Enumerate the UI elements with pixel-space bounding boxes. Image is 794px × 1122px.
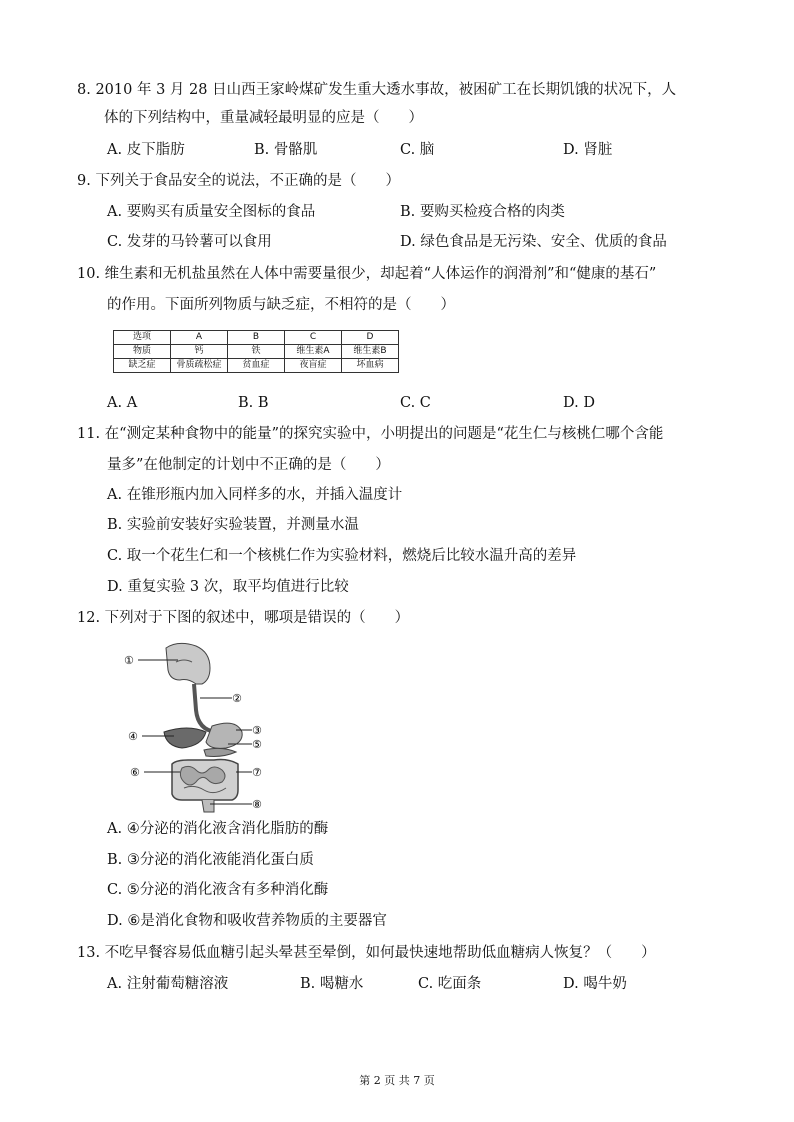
table-cell: B xyxy=(228,331,285,345)
q11-stem-line1: 11. 在“测定某种食物中的能量”的探究实验中，小明提出的问题是“花生仁与核桃仁哪个含能 xyxy=(77,426,664,442)
q8-option-a: A. 皮下脂肪 xyxy=(107,142,185,158)
diagram-label-4: ④ xyxy=(128,730,138,743)
q13-option-c: C. 吃面条 xyxy=(418,976,482,992)
q9-option-c: C. 发芽的马铃薯可以食用 xyxy=(107,234,272,250)
diagram-label-3: ③ xyxy=(252,724,262,737)
page-footer: 第 2 页 共 7 页 xyxy=(359,1074,435,1087)
q9-option-d: D. 绿色食品是无污染、安全、优质的食品 xyxy=(400,234,667,250)
diagram-label-8: ⑧ xyxy=(252,798,262,811)
q11-option-d: D. 重复实验 3 次，取平均值进行比较 xyxy=(107,579,349,595)
q11-option-a: A. 在锥形瓶内加入同样多的水，并插入温度计 xyxy=(107,487,403,503)
q8-option-b: B. 骨骼肌 xyxy=(254,142,318,158)
q11-stem-line2: 量多”在他制定的计划中不正确的是（ ） xyxy=(107,457,390,473)
stomach-shape xyxy=(206,723,242,748)
pancreas-shape xyxy=(204,748,236,756)
diagram-label-6: ⑥ xyxy=(130,766,140,779)
table-cell: 物质 xyxy=(114,345,171,359)
table-cell: 铁 xyxy=(228,345,285,359)
q12-option-b: B. ③分泌的消化液能消化蛋白质 xyxy=(107,852,314,868)
q11-option-b: B. 实验前安装好实验装置，并测量水温 xyxy=(107,517,359,533)
q10-option-d: D. D xyxy=(563,395,595,411)
q10-table xyxy=(113,330,399,373)
table-cell: 选项 xyxy=(114,331,171,345)
liver-shape xyxy=(164,728,206,748)
diagram-label-7: ⑦ xyxy=(252,766,262,779)
table-cell: 缺乏症 xyxy=(114,359,171,373)
table-cell: 维生素B xyxy=(342,345,399,359)
q10-stem-line1: 10. 维生素和无机盐虽然在人体中需要量很少，却起着“人体运作的润滑剂”和“健康的基石” xyxy=(77,266,657,282)
q9-option-a: A. 要购买有质量安全图标的食品 xyxy=(107,204,316,220)
q13-option-b: B. 喝糖水 xyxy=(300,976,364,992)
table-cell: 钙 xyxy=(171,345,228,359)
table-cell: 贫血症 xyxy=(228,359,285,373)
table-cell: C xyxy=(285,331,342,345)
table-cell: 夜盲症 xyxy=(285,359,342,373)
q9-stem: 9. 下列关于食品安全的说法，不正确的是（ ） xyxy=(77,173,400,189)
rectum-shape xyxy=(202,800,214,812)
q8-option-c: C. 脑 xyxy=(400,142,435,158)
q12-option-a: A. ④分泌的消化液含消化脂肪的酶 xyxy=(107,821,329,837)
q12-stem: 12. 下列对于下图的叙述中，哪项是错误的（ ） xyxy=(77,610,410,626)
table-cell: 骨质疏松症 xyxy=(171,359,228,373)
table-cell: A xyxy=(171,331,228,345)
q10-option-c: C. C xyxy=(400,395,431,411)
q13-option-d: D. 喝牛奶 xyxy=(563,976,627,992)
q12-option-c: C. ⑤分泌的消化液含有多种消化酶 xyxy=(107,882,329,898)
q13-stem: 13. 不吃早餐容易低血糖引起头晕甚至晕倒，如何最快速地帮助低血糖病人恢复？（ ） xyxy=(77,945,656,961)
digestive-system-diagram xyxy=(118,640,278,820)
table-row xyxy=(114,345,399,359)
esophagus-shape xyxy=(194,684,216,732)
q8-option-d: D. 肾脏 xyxy=(563,142,613,158)
q10-option-a: A. A xyxy=(107,395,138,411)
diagram-label-2: ② xyxy=(232,692,242,705)
diagram-label-1: ① xyxy=(124,654,134,667)
diagram-label-5: ⑤ xyxy=(252,738,262,751)
q10-option-b: B. B xyxy=(238,395,269,411)
q11-option-c: C. 取一个花生仁和一个核桃仁作为实验材料，燃烧后比较水温升高的差异 xyxy=(107,548,577,564)
mouth-cavity-shape xyxy=(166,643,210,684)
q8-stem-line2: 体的下列结构中，重量减轻最明显的应是（ ） xyxy=(104,110,423,126)
table-cell: 坏血病 xyxy=(342,359,399,373)
q12-option-d: D. ⑥是消化食物和吸收营养物质的主要器官 xyxy=(107,913,387,929)
q10-stem-line2: 的作用。下面所列物质与缺乏症，不相符的是（ ） xyxy=(107,297,455,313)
table-cell: 维生素A xyxy=(285,345,342,359)
q13-option-a: A. 注射葡萄糖溶液 xyxy=(107,976,229,992)
table-row xyxy=(114,331,399,345)
q9-option-b: B. 要购买检疫合格的肉类 xyxy=(400,204,565,220)
table-cell: D xyxy=(342,331,399,345)
table-row xyxy=(114,359,399,373)
q8-stem-line1: 8. 2010 年 3 月 28 日山西王家岭煤矿发生重大透水事故，被困矿工在长期饥饿的状况下，人 xyxy=(77,82,677,98)
